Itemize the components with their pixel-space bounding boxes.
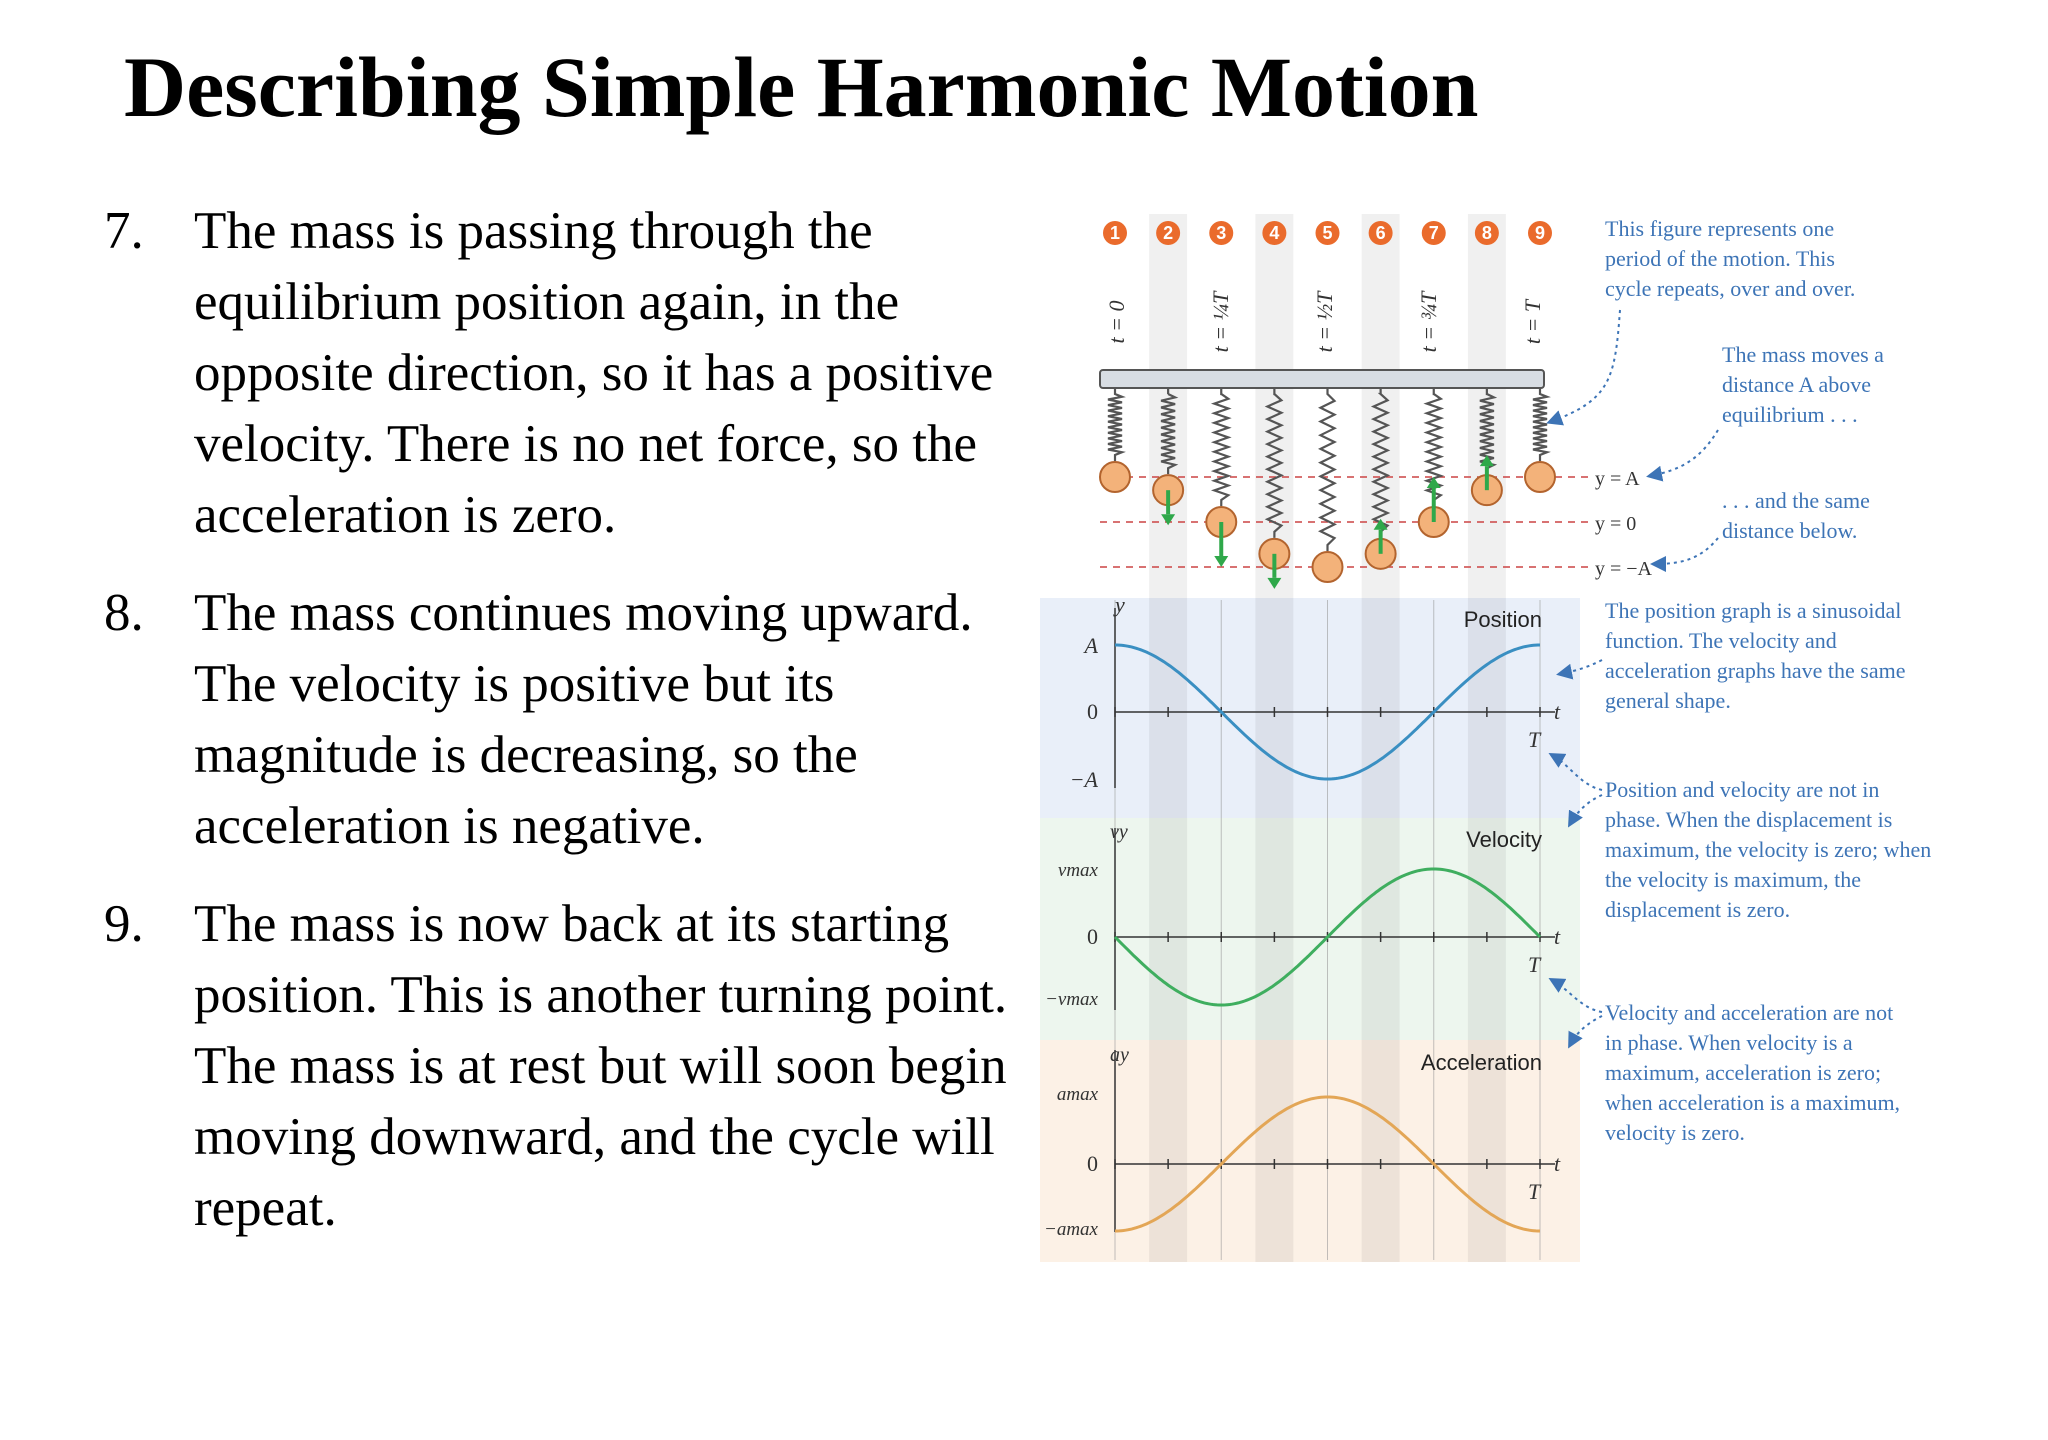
callout-pos-vel: Position and velocity are not in phase. When the displacement is maximum, the velocity is zero; when the velocity is maximum, the displacement is zero. <box>1605 777 1932 922</box>
time-label: t = T <box>1520 299 1545 345</box>
acceleration-y-label: ay <box>1110 1044 1129 1066</box>
velocity-tick-max: vmax <box>1057 860 1098 881</box>
shm-figure <box>1030 200 2030 1320</box>
callouts <box>1605 216 1931 1145</box>
frame-numbers <box>1103 221 1552 245</box>
position-period-label: T <box>1528 727 1541 752</box>
mass <box>1100 462 1130 492</box>
time-label: t = ¼T <box>1208 291 1233 353</box>
step-list <box>104 196 1024 1271</box>
spring <box>1533 388 1547 461</box>
frame-number: 8 <box>1481 223 1492 243</box>
time-label: t = ½T <box>1312 291 1337 353</box>
acceleration-tick-max: amax <box>1056 1084 1098 1105</box>
callout-below: . . . and the same distance below. <box>1722 488 1870 543</box>
step-item <box>104 196 1024 551</box>
step-number: 9. <box>104 895 144 953</box>
acceleration-t-label: t <box>1554 1151 1561 1176</box>
position-tick-min: −A <box>1069 767 1098 792</box>
frame-number: 1 <box>1109 223 1121 243</box>
callout-vel-acc: Velocity and acceleration are not in phase. When velocity is a maximum, acceleration is zero; when acceleration is a maximum, velocity is zero. <box>1605 1000 1901 1145</box>
frame-number: 4 <box>1269 223 1280 243</box>
frame-number: 9 <box>1534 223 1546 243</box>
velocity-arrowhead <box>1214 556 1228 567</box>
spring <box>1214 388 1228 506</box>
step-text: The mass continues moving upward. The velocity is positive but its magnitude is decreasing, so the acceleration is negative. <box>194 584 973 855</box>
level-label: y = 0 <box>1595 513 1637 535</box>
step-item <box>104 889 1024 1244</box>
step-text: The mass is now back at its starting position. This is another turning point. The mass is at rest but will soon begin moving downward, and the cycle will repeat. <box>194 895 1008 1237</box>
position-tick-zero: 0 <box>1087 699 1098 724</box>
position-t-label: t <box>1554 699 1561 724</box>
frame-number: 3 <box>1216 223 1227 243</box>
acceleration-tick-zero: 0 <box>1087 1151 1098 1176</box>
frame-number: 6 <box>1375 223 1386 243</box>
position-tick-max: A <box>1084 633 1098 658</box>
callout-sinusoid: The position graph is a sinusoidal function. The velocity and acceleration graphs have the same general shape. <box>1605 598 1906 713</box>
mass <box>1313 552 1343 582</box>
ceiling-bar <box>1100 370 1544 388</box>
velocity-y-label: vy <box>1110 821 1128 843</box>
callout-above: The mass moves a distance A above equilibrium . . . <box>1722 342 1884 427</box>
acceleration-tick-min: −amax <box>1044 1219 1098 1240</box>
velocity-t-label: t <box>1554 924 1561 949</box>
acceleration-period-label: T <box>1528 1179 1541 1204</box>
spring <box>1321 388 1335 551</box>
callout-arrow <box>1550 310 1620 422</box>
step-item <box>104 578 1024 862</box>
frame-number: 7 <box>1428 223 1439 243</box>
position-y-label: y <box>1115 592 1125 617</box>
callout-period: This figure represents one period of the motion. This cycle repeats, over and over. <box>1605 216 1856 301</box>
level-label: y = A <box>1595 468 1640 490</box>
mass <box>1525 462 1555 492</box>
frame-number: 5 <box>1322 223 1333 243</box>
step-number: 8. <box>104 584 144 642</box>
velocity-tick-zero: 0 <box>1087 924 1098 949</box>
callout-arrow <box>1650 430 1718 476</box>
callout-arrow <box>1654 538 1718 564</box>
position-graph-title: Position <box>1463 607 1542 632</box>
slide-title: Describing Simple Harmonic Motion <box>124 39 1479 135</box>
acceleration-graph-title: Acceleration <box>1420 1050 1542 1075</box>
time-label: t = ¾T <box>1416 291 1441 353</box>
spring <box>1108 388 1122 461</box>
velocity-period-label: T <box>1528 952 1541 977</box>
level-label: y = −A <box>1595 558 1653 580</box>
frame-number: 2 <box>1163 223 1174 243</box>
step-text: The mass is passing through the equilibrium position again, in the opposite direction, so it has a positive velocity. There is no net force, so the acceleration is zero. <box>194 202 994 544</box>
step-number: 7. <box>104 202 144 260</box>
time-label: t = 0 <box>1104 300 1129 344</box>
velocity-tick-min: −vmax <box>1045 989 1098 1010</box>
velocity-graph-title: Velocity <box>1466 827 1542 852</box>
